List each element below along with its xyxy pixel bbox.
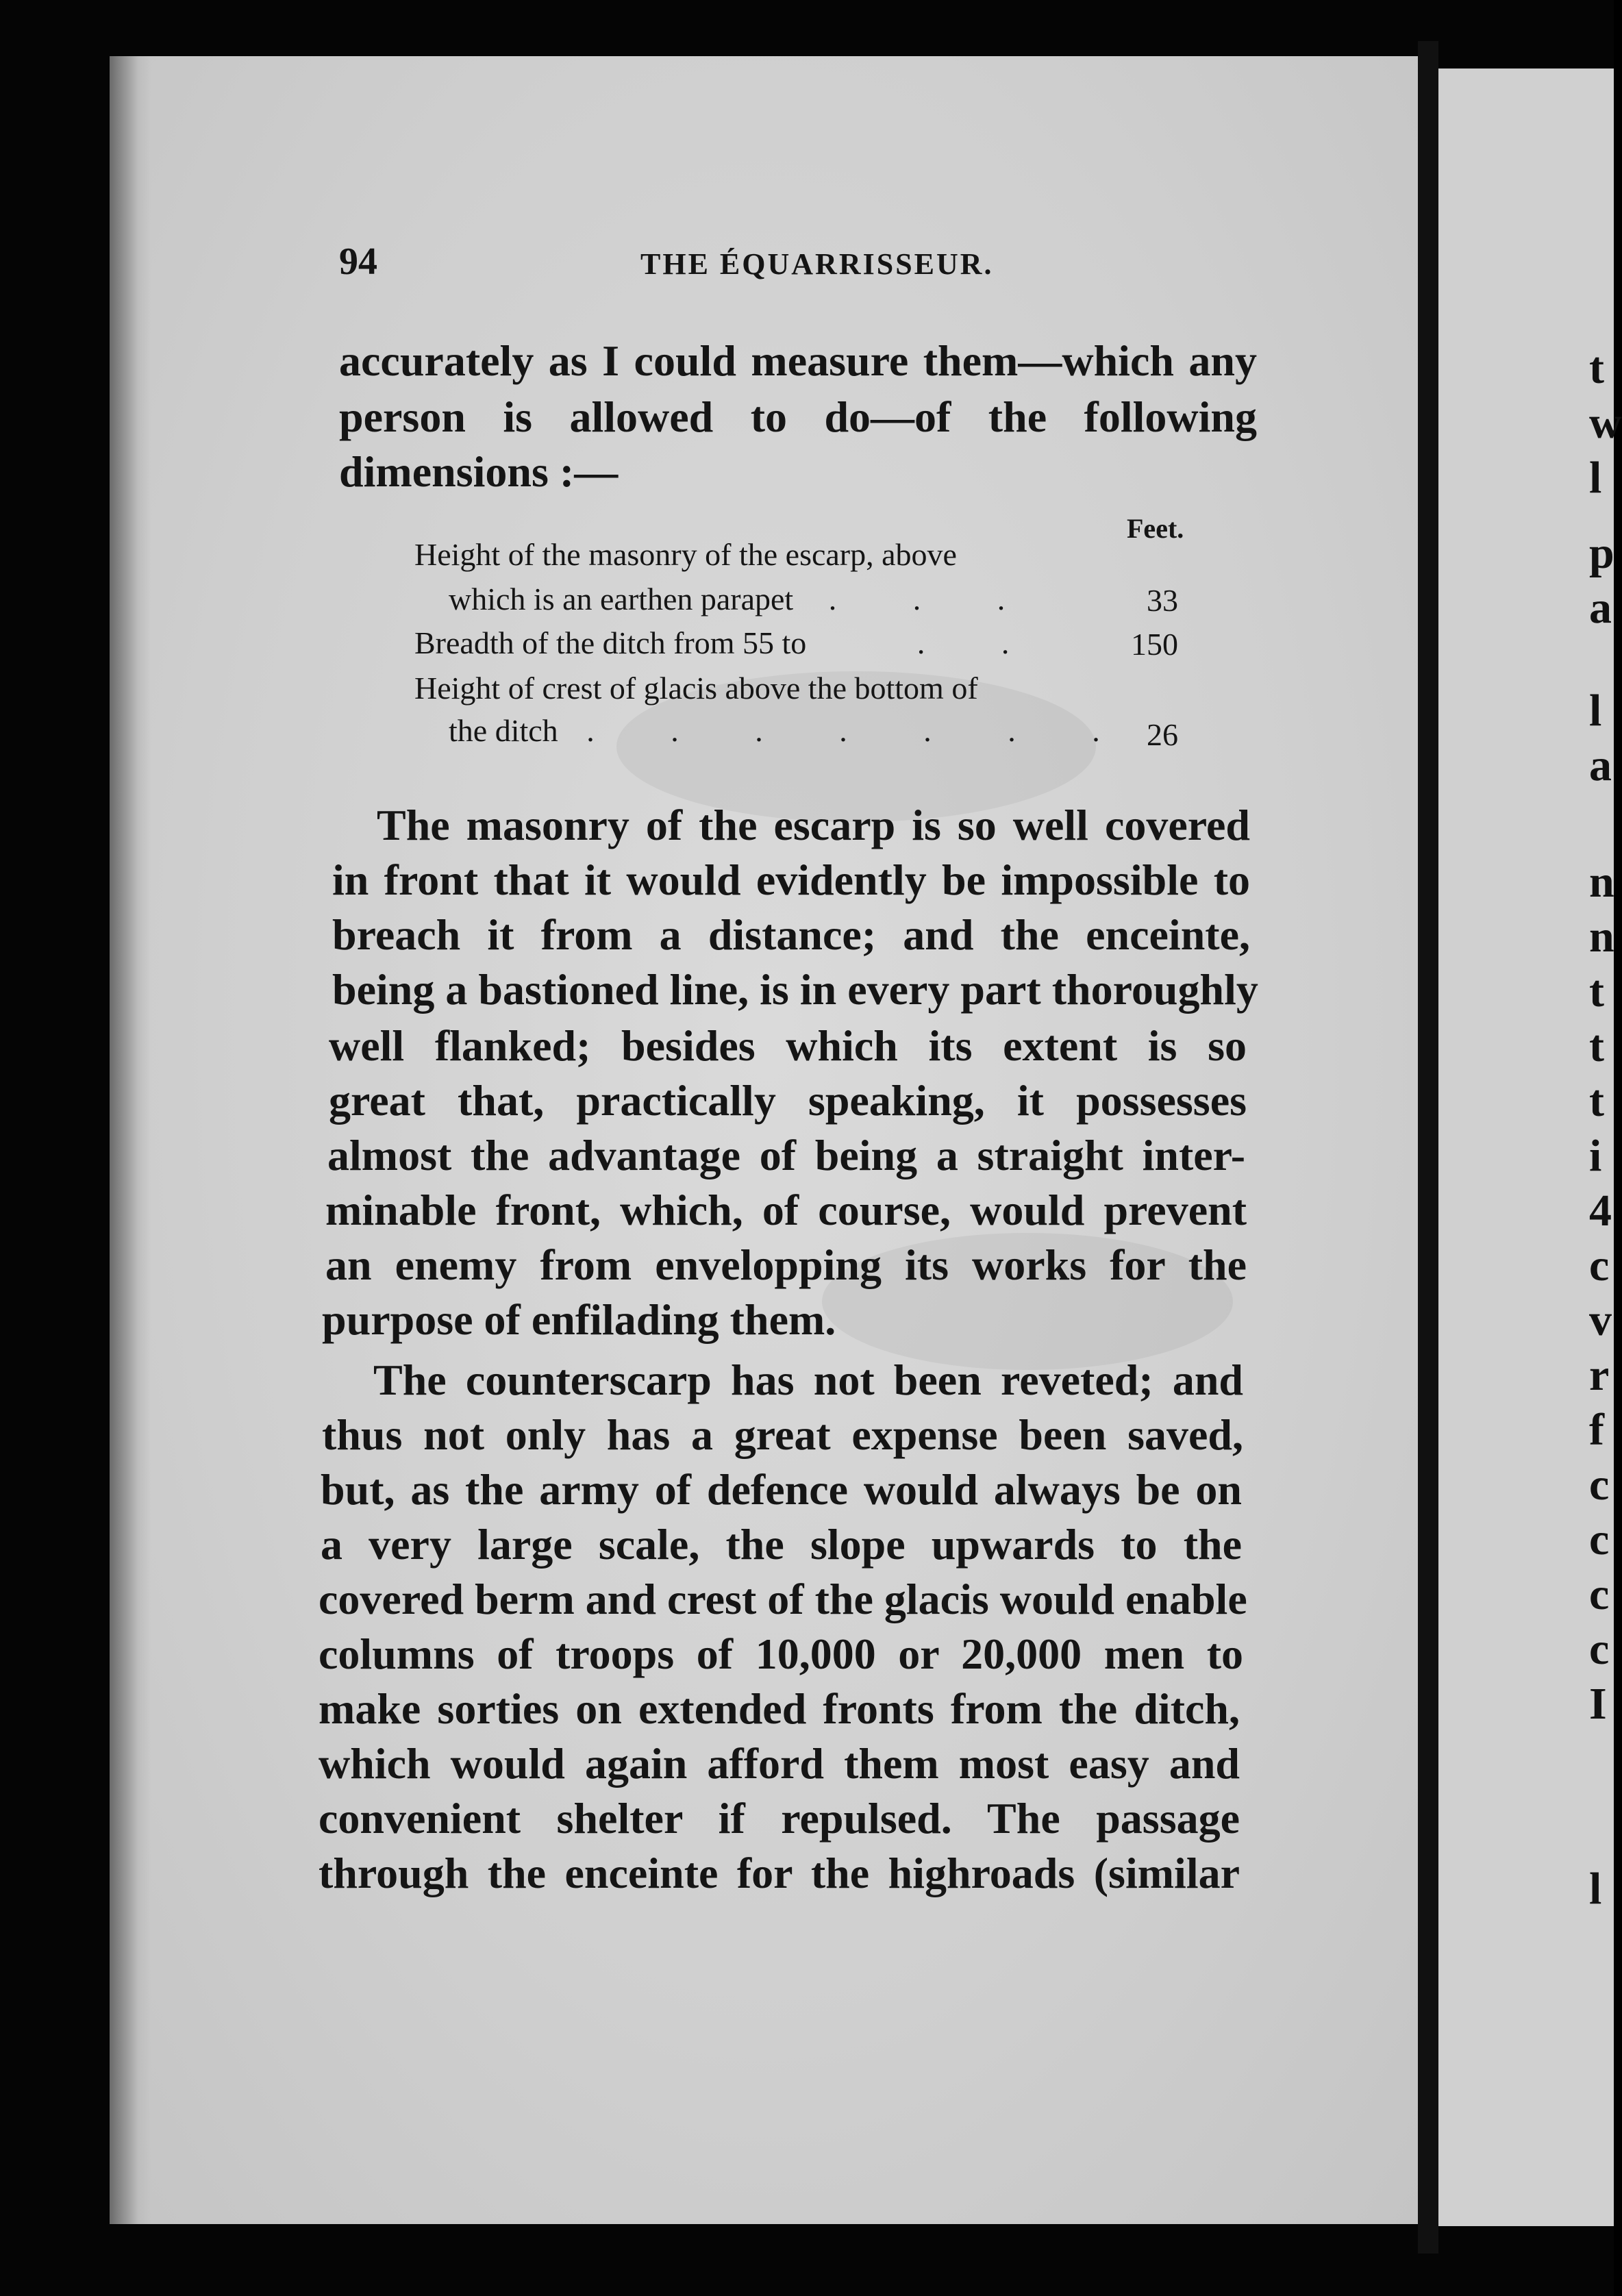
fragment-letter: v [1589, 1295, 1612, 1345]
fragment-letter: r [1589, 1350, 1610, 1400]
fragment-letter: c [1589, 1460, 1610, 1510]
text-line: well flanked; besides which its extent is so [329, 1021, 1247, 1070]
text-line: being a bastioned line, is in every part thoroughly [332, 965, 1258, 1014]
page-shadow-edge [110, 56, 151, 2224]
fragment-letter: c [1589, 1624, 1610, 1674]
table-row-label-line [414, 625, 1043, 661]
fragment-letter: t [1589, 966, 1604, 1016]
text-line: minable front, which, of course, would prevent [325, 1186, 1247, 1234]
leader-dots: . . . . . . . [586, 713, 1134, 748]
table-row-value: 33 [1147, 583, 1178, 618]
text-line: purpose of enfilading them. [322, 1295, 836, 1344]
fragment-letter: t [1589, 1076, 1604, 1126]
fragment-letter: l [1589, 1864, 1602, 1914]
text-line: great that, practically speaking, it possesses [329, 1076, 1247, 1125]
text-line: dimensions :— [339, 447, 619, 496]
table-unit-header: Feet. [1127, 513, 1184, 544]
table-row-label-cont [449, 581, 1039, 617]
fragment-letter: c [1589, 1514, 1610, 1564]
fragment-letter: i [1589, 1131, 1602, 1181]
text-line: through the enceinte for the highroads (similar [319, 1849, 1240, 1897]
fragment-letter: p [1589, 528, 1614, 578]
fragment-letter: I [1589, 1679, 1607, 1729]
text-line: almost the advantage of being a straight inter- [327, 1131, 1245, 1180]
book-gutter [1418, 41, 1438, 2254]
text-line: convenient shelter if repulsed. The passage [319, 1794, 1240, 1843]
table-row-label-cont [449, 712, 1134, 749]
fragment-letter: c [1589, 1569, 1610, 1619]
text-line: accurately as I could measure them—which any [339, 336, 1257, 385]
page-number: 94 [339, 240, 377, 283]
text-line: covered berm and crest of the glacis would enable [319, 1575, 1247, 1623]
leader-dots: . . . [828, 582, 1040, 616]
table-row-label: the ditch [449, 713, 558, 748]
table-row-label: Height of crest of glacis above the bottom of [414, 671, 978, 706]
text-line: thus not only has a great expense been saved, [322, 1410, 1243, 1459]
text-line: in front that it would evidently be impossible to [332, 856, 1250, 904]
text-line: which would again afford them most easy and [319, 1739, 1240, 1788]
text-line: person is allowed to do—of the following [339, 392, 1257, 441]
text-line: columns of troops of 10,000 or 20,000 men to [319, 1630, 1243, 1678]
fragment-letter: c [1589, 1240, 1610, 1290]
text-line: The masonry of the escarp is so well covered [377, 801, 1250, 849]
leader-dots: . . [916, 625, 1044, 660]
table-row-label: Height of the masonry of the escarp, above [414, 537, 957, 572]
fragment-letter: l [1589, 453, 1602, 503]
facing-page [1438, 68, 1614, 2226]
fragment-letter: f [1589, 1405, 1604, 1455]
table-row-label: which is an earthen parapet [449, 582, 794, 616]
page-header [339, 240, 1257, 295]
text-line: a very large scale, the slope upwards to the [321, 1520, 1242, 1569]
fragment-letter: t [1589, 343, 1604, 393]
fragment-letter: t [1589, 1021, 1604, 1071]
fragment-letter: l [1589, 686, 1602, 736]
fragment-letter: n [1589, 857, 1614, 907]
fragment-letter: w [1589, 398, 1622, 448]
text-line: The counterscarp has not been reveted; and [373, 1356, 1243, 1404]
text-line: make sorties on extended fronts from the ditch, [319, 1684, 1240, 1733]
table-row-label: Breadth of the ditch from 55 to [414, 625, 807, 660]
fragment-letter: 4 [1589, 1186, 1612, 1236]
fragment-letter: a [1589, 740, 1612, 790]
fragment-letter: n [1589, 912, 1614, 962]
table-row-value: 150 [1131, 627, 1178, 662]
text-line: breach it from a distance; and the enceinte, [332, 910, 1250, 959]
running-title: THE ÉQUARRISSEUR. [640, 247, 994, 281]
table-row-value: 26 [1147, 717, 1178, 752]
text-line: but, as the army of defence would always be on [321, 1465, 1242, 1514]
fragment-letter: a [1589, 583, 1612, 633]
text-line: an enemy from envelopping its works for the [325, 1240, 1247, 1289]
